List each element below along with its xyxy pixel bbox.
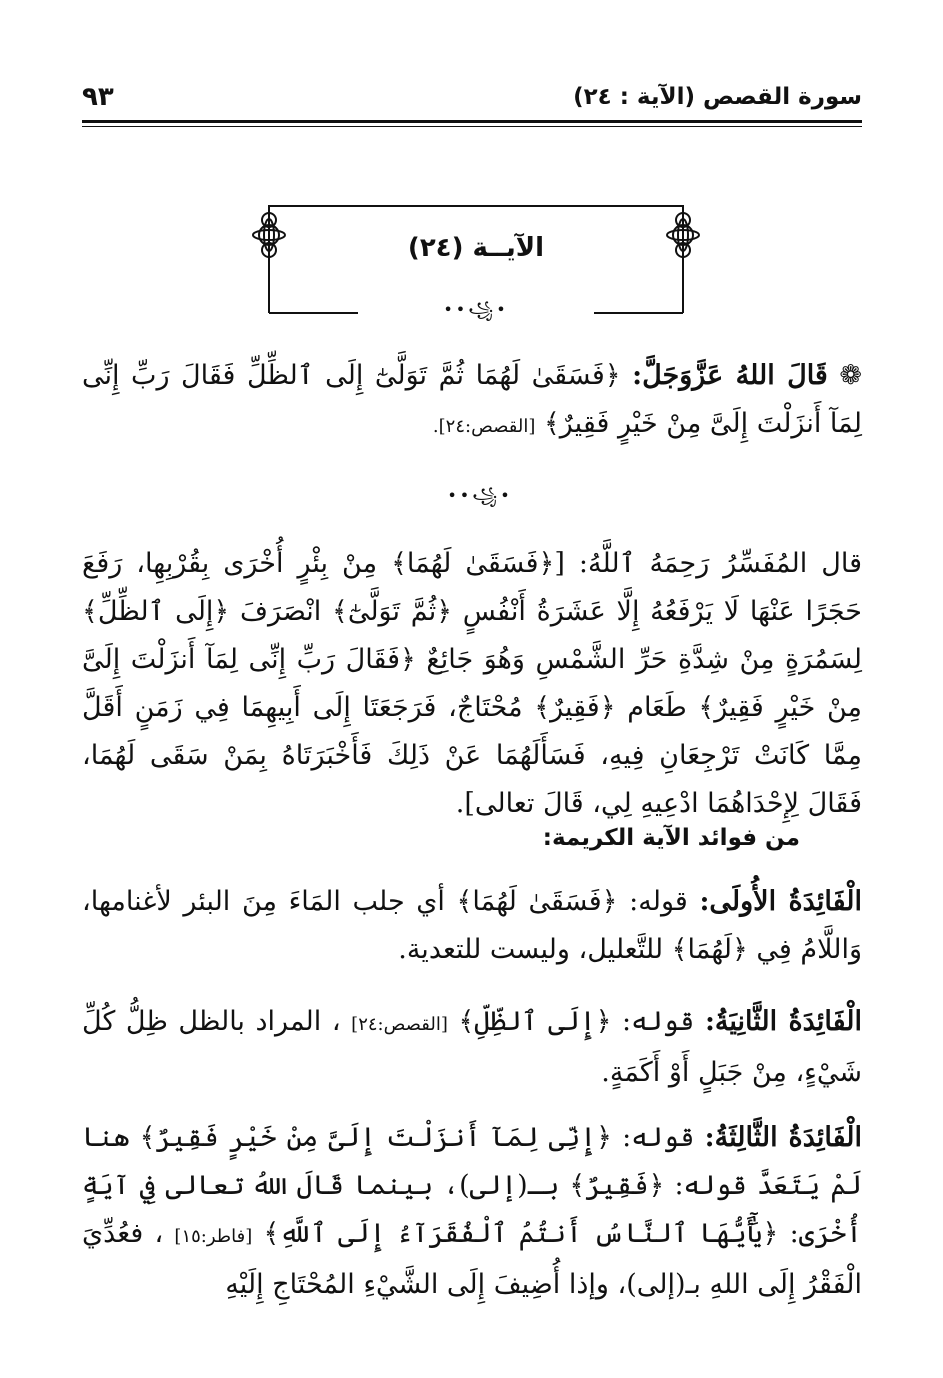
benefit-3 [82, 1114, 862, 1309]
running-title: سورة القصص (الآية : ٢٤) [573, 84, 862, 110]
benefits-heading: من فوائد الآية الكريمة: [542, 825, 800, 851]
verse-title: الآيــة (٢٤) [407, 233, 545, 263]
flower-bullet-icon: ❁ [827, 360, 862, 391]
benefit-2-text-after: ، المراد بالظل ظِلُّ كُلِّ شَيْءٍ، مِنْ جَبَلٍ أَوْ أَكَمَةٍ. [82, 1006, 862, 1088]
right-knot-ornament-icon [666, 205, 700, 265]
frame-dots-ornament: ••꧁• [443, 300, 509, 319]
page-header [82, 82, 862, 122]
benefit-3-label: الْفَائِدَةُ الثَّالِثَةُ: [704, 1122, 863, 1153]
left-knot-ornament-icon [252, 205, 286, 265]
header-rule-thick [82, 120, 862, 123]
section-divider-ornament: ••꧁• [447, 486, 513, 505]
verse-title-frame [268, 205, 684, 319]
benefit-3-reference: [فاطر:١٥] [174, 1226, 253, 1247]
page-number: ٩٣ [82, 82, 114, 112]
quran-verse-paragraph [82, 352, 862, 451]
header-rule-thin [82, 126, 862, 127]
benefit-2-reference: [القصص:٢٤] [351, 1014, 448, 1035]
verse-reference: [القصص:٢٤]. [432, 416, 536, 437]
benefit-1-label: الْفَائِدَةُ الأُولَى: [699, 886, 862, 917]
tafsir-paragraph [82, 540, 862, 828]
verse-text: ﴿فَسَقَىٰ لَهُمَا ثُمَّ تَوَلَّىٰٓ إِلَى ٱلظِّلِّ فَقَالَ رَبِّ إِنِّى لِمَآ أَنزَلْتَ إِلَىَّ مِنْ خَيْرٍ فَقِيرٌ﴾ [82, 360, 862, 439]
benefit-2-text-before: قوله: ﴿إِلَى ٱلظِّلِّ﴾ [458, 1006, 695, 1037]
benefit-1 [82, 878, 862, 974]
tafsir-text: قال المُفَسِّرُ رَحِمَهُ ٱللَّهُ: [﴿فَسَقَىٰ لَهُمَا﴾ مِنْ بِئْرٍ أُخْرَى بِقُرْبِهِا، رَفَعَ حَجَرًا عَنْهَا لَا يَرْفَعُهُ إِلَّا عَشَرَةُ أَنْفُسٍ ﴿ثُمَّ تَوَلَّىٰٓ﴾ انْصَرَفَ ﴿إِلَى ٱلظِّلِّ﴾ لِسَمُرَةٍ مِنْ شِدَّةِ حَرِّ الشَّمْسِ وَهُوَ جَائِعٌ ﴿فَقَالَ رَبِّ إِنِّى لِمَآ أَنزَلْتَ إِلَىَّ مِنْ خَيْرٍ فَقِيرٌ﴾ طَعَام ﴿فَقِيرٌ﴾ مُحْتَاجٌ، فَرَجَعَتَا إِلَى أَبِيهِمَا فِي زَمَنٍ أَقَلَّ مِمَّا كَانَتْ تَرْجِعَانِ فِيهِ، فَسَأَلَهُمَا عَنْ ذَلِكَ فَأَخْبَرَتَاهُ بِمَنْ سَقَى لَهُمَا، فَقَالَ لِإِحْدَاهُمَا ادْعِيهِ لِي، قَالَ تعالى]. [82, 548, 862, 819]
benefit-3-text-before: قوله: ﴿إِنِّى لِمَآ أَنزَلْتَ إِلَىَّ مِنْ خَيْرٍ فَقِيرٌ﴾ هنا لَمْ يَتَعَدَّ قوله: ﴿فَقِيرٌ﴾ بـ(إلى)، بينما قَالَ اللهُ تعالى فِي آيَةٍ أُخْرَى: ﴿يَٰٓأَيُّهَا ٱلنَّاسُ أَنتُمُ ٱلْفُقَرَآءُ إِلَى ٱللَّهِ﴾ [82, 1122, 862, 1249]
benefit-2-label: الْفَائِدَةُ الثَّانِيَةُ: [704, 1006, 862, 1037]
benefit-1-text: قوله: ﴿فَسَقَىٰ لَهُمَا﴾ أي جلب المَاءَ مِنَ البئر لأغنامها، وَاللَّامُ فِي ﴿لَهُمَا﴾ للتَّعليل، وليست للتعدية. [82, 886, 862, 965]
verse-lead: قَالَ اللهُ عَزَّوَجَلَّ: [632, 360, 828, 391]
benefit-2 [82, 998, 862, 1097]
benefit-3-text-after: ، فعُدِّيَ الْفَقْرُ إِلَى اللهِ بـ(إلى)، وإذا أُضِيفَ إِلَى الشَّيْءِ المُحْتَاجِ إِلَيْهِ [82, 1218, 862, 1300]
